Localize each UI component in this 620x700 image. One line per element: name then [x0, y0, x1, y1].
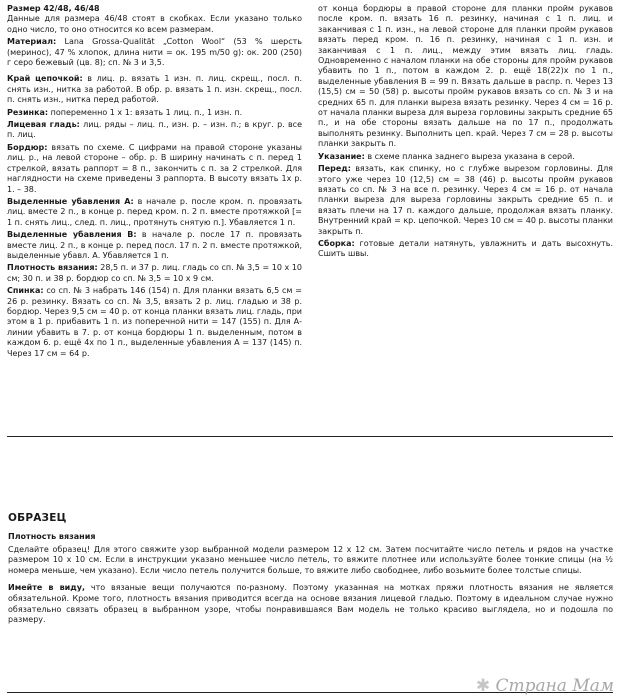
gauge-text: 28,5 п. и 37 р. лиц. гладь со сп. № 3,5 = 10 х 10 см; 30 п. и 38 р. бордюр со сп. № 3,5 = 10 х 9 см.	[7, 263, 302, 283]
stst-text: лиц. ряды – лиц. п., изн. р. – изн. п.; в круг. р. все п. лиц.	[7, 120, 302, 140]
border-label: Бордюр:	[7, 142, 48, 152]
star-icon: ✱	[475, 676, 491, 696]
border-text: вязать по схеме. С цифрами на правой стороне указаны лиц. р., на левой стороне – обр. р. В ширину начинать с п. перед 1 стрелкой, вязать раппорт = 8 п., закончить с п. за 2 стрелкой. Для наглядности на схеме приведены 3 раппорта. В высоту вязать 1х р. 1. – 38.	[7, 142, 302, 194]
front-text: вязать, как спинку, но с глубже вырезом горловины. Для этого уже через 10 (12,5) см = 38 (46) р. высоты пройм рукавов вязать со сп. № 3 на все п. резинку. Через 4 см = 16 р. от начала планки выреза для выреза горловины закрыть средние 65 п. и вязать плечи на 17 п. каждого дальше, продолжая вязать планку. Внутренний край = кр. цепочкой. Через 10 см = 40 р. высоты планки закрыть п.	[318, 164, 613, 236]
left-column	[7, 4, 302, 361]
decrease-a-label: Выделенные убавления А:	[7, 196, 134, 206]
back-label: Спинка:	[7, 286, 44, 296]
sample-paragraph-1: Сделайте образец! Для этого свяжите узор выбранной модели размером 12 х 12 см. Затем посчитайте число петель и рядов на участке размером 10 х 10 см. Если в инструкции указано меньшее число петель, то вяжите плотнее или используйте более тонкие спицы (на ½ номера меньше, чем указано). Если число петель получится больше, то вяжите либо свободнее, либо возьмите более толстые спицы.	[8, 544, 613, 575]
decrease-a-block	[7, 197, 302, 228]
sample-section	[8, 532, 613, 633]
sample-note-bold: Имейте в виду,	[8, 583, 85, 593]
gauge-block	[7, 263, 302, 284]
material-text: Lana Grossa-Qualität „Cotton Wool“ (53 % шерсть (меринос), 47 % хлопок, длина нити = ок. 195 m/50 g): ок. 200 (250) г серо бежевый (цв. 8); сп. № 3 и 3,5.	[7, 37, 303, 68]
edge-block	[7, 74, 302, 105]
note-label: Указание:	[318, 151, 365, 161]
stst-label: Лицевая гладь:	[7, 120, 80, 130]
right-column	[318, 4, 613, 262]
stst-block	[7, 120, 302, 141]
rib-label: Резинка:	[7, 107, 49, 117]
decrease-b-block	[7, 230, 302, 261]
edge-label: Край цепочкой:	[7, 74, 83, 84]
size-label: Размер 42/48, 46/48	[7, 4, 100, 13]
assembly-text: готовые детали натянуть, увлажнить и дать высохнуть. Сшить швы.	[318, 238, 613, 259]
sample-paragraph-2	[8, 583, 613, 625]
watermark	[476, 676, 614, 696]
front-label: Перед:	[318, 164, 351, 174]
gauge-label: Плотность вязания:	[7, 263, 98, 273]
rib-text: попеременно 1 х 1: вязать 1 лиц. п., 1 изн. п.	[50, 107, 243, 117]
sample-gauge-heading: Плотность вязания	[8, 532, 96, 541]
size-text: Данные для размера 46/48 стоят в скобках. Если указано только одно число, то оно относится ко всем размерам.	[7, 14, 302, 34]
border-block	[7, 143, 302, 195]
note-block	[318, 152, 613, 162]
note-text: в схеме планка заднего выреза указана в серой.	[367, 151, 575, 161]
back-block	[7, 286, 302, 359]
material-block	[7, 37, 302, 68]
decrease-b-label: Выделенные убавления В:	[7, 230, 137, 240]
decrease-b-text: в начале р. после 17 п. провязать вместе лиц. 2 п., в конце р. перед посл. 17 п. 2 п. вместе протяжкой, выделенные убавл. А. Убавляется 1 п.	[7, 230, 303, 260]
assembly-block	[318, 239, 613, 260]
edge-text: в лиц. р. вязать 1 изн. п. лиц. скрещ., посл. п. снять изн., нитка за работой. В обр. р. вязать 1 п. изн. скрещ., посл. п. снять изн., нитка перед работой.	[7, 74, 303, 105]
front-block	[318, 164, 613, 237]
decrease-a-text: в начале р. после кром. п. провязать лиц. вместе 2 п., в конце р. перед кром. п. 2 п. вместе протяжкой [= 1 п. снять лиц., след. п. лиц., протянуть снятую п.]. Убавляется 1 п.	[7, 196, 302, 227]
sample-note-text: что вязаные вещи получаются по-разному. Поэтому указанная на мотках пряжи плотность вязания не является обязательной. Кроме того, плотность вязания приводится всегда на основе вязания лицевой гладью. Поэтому в идеальном случае нужно обязательно связать образец в выбранном узоре, чтобы понравившаяся Вам модель не только красиво выглядела, но и подошла по размеру.	[8, 583, 614, 625]
rib-block	[7, 108, 302, 118]
back-continued: от конца бордюры в правой стороне для планки пройм рукавов после кром. п. вязать 16 п. резинку, начиная с 1 п. лиц. и заканчивая с 1 п. изн., на левой стороне для планки пройм рукавов вязать перед кром. п. 16 п. резинку, начиная с 1 п. изн. и заканчивая с 1 п. лиц., между этим вязать лиц. гладь. Одновременно с началом планки на обе стороны для пройм рукавов убавить по 1 п., потом в каждом 2. р. ещё 18(22)х по 1 п., выделенные убавления В = 99 п. Вязать дальше в распр. п. Через 13 (15,5) см = 50 (58) р. высоты пройм рукавов вязать со сп. № 3 и на средних 65 п. для планки выреза вязать резинку. Через 4 см = 16 р. от начала планки выреза для выреза горловины закрыть средние 65 п., и на обе стороны вязать дальше на по 17 п., продолжать выполнять резинку. Выполнить цеп. край. Через 7 см = 28 р. высоты планки закрыть п.	[318, 4, 613, 149]
material-label: Материал:	[7, 37, 57, 47]
sample-title: ОБРАЗЕЦ	[8, 512, 67, 524]
size-block	[7, 4, 302, 35]
back-text: со сп. № 3 набрать 146 (154) п. Для планки вязать 6,5 см = 26 р. резинку. Вязать со сп. № 3,5, вязать 2 р. лиц. гладью и 38 р. бордюр. Через 9,5 см = 40 р. от конца планки вязать лиц. гладь, при этом в 1 р. прибавить 1 п. из поперечной нити = 147 (155) п. Для А-линии убавить в 7. р. от конца бордюры 1 п. выделенным, потом в каждом 6. р. ещё 4х по 1 п., выделенные убавления А = 137 (145) п. Через 17 см = 64 р.	[7, 286, 303, 358]
assembly-label: Сборка:	[318, 238, 355, 248]
watermark-text: Страна Мам	[495, 676, 614, 696]
section-divider	[7, 436, 613, 437]
